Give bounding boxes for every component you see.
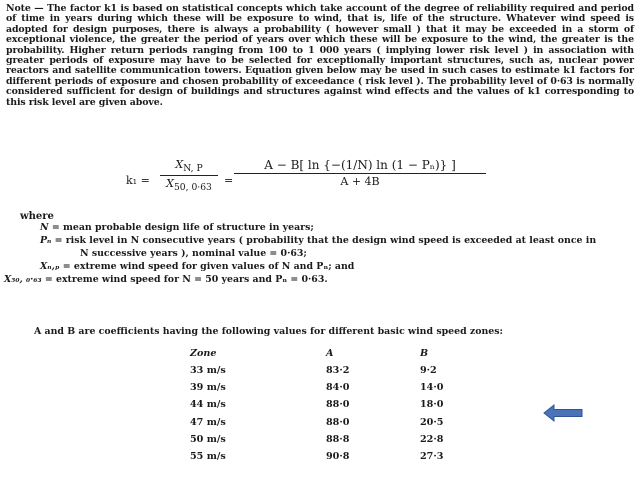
cell-b: 27·3 <box>420 451 444 463</box>
definition-row <box>4 273 630 286</box>
definition-row <box>40 247 630 260</box>
definition-text: = extreme wind speed for N = 50 years and Pₙ = 0·63. <box>44 274 328 285</box>
definition-row <box>40 234 630 247</box>
cell-zone: 55 m/s <box>190 451 226 463</box>
cell-a: 88·0 <box>326 416 350 428</box>
cell-zone: 33 m/s <box>190 365 226 377</box>
cell-zone: 44 m/s <box>190 399 226 411</box>
definition-text: N successive years ), nominal value = 0·63; <box>80 248 307 259</box>
frac1-numerator: X <box>175 158 184 171</box>
header-a: A <box>326 347 334 359</box>
frac2-denominator: A + 4B <box>340 175 380 188</box>
coefficient-table <box>180 344 490 465</box>
table-row <box>180 448 490 465</box>
cell-a: 83·2 <box>326 365 350 377</box>
cell-zone: 50 m/s <box>190 433 226 445</box>
note-text: The factor k1 is based on statistical concepts which take account of the degree of reliability required and period of time in years during which these will be exposure to wind, that is, life of the structure. Whatever wind speed is adopted for design purposes, there is always a probability ( however small ) that it may be exceeded in a storm of exceptional violence, the greater the period of years over which these will be exposure to the wind, the greater is the probability. Higher return periods ranging from 100 to 1 000 years ( implying lower risk level ) in association with greater periods of exposure may have to be selected for exceptionally important structures, such as, nuclear power reactors and satellite communication towers. Equation given below may be used in such cases to estimate k1 factors for different periods of exposure and chosen probability of exceedance ( risk level ). The probability level of 0·63 is normally considered sufficient for design of buildings and structures against wind effects and the values of k1 corresponding to this risk level are given above. <box>6 3 634 108</box>
cell-b: 14·0 <box>420 382 444 394</box>
k1-formula <box>126 158 486 208</box>
note-paragraph <box>6 4 634 108</box>
cell-b: 20·5 <box>420 416 444 428</box>
note-label: Note — <box>6 3 44 14</box>
coefficient-fraction <box>234 158 486 188</box>
table-header-row <box>180 344 490 362</box>
header-zone: Zone <box>190 347 217 359</box>
definition-text: = risk level in N consecutive years ( probability that the design wind speed is exceeded at least once in <box>54 235 597 246</box>
cell-b: 9·2 <box>420 365 437 377</box>
frac2-numerator: A − B[ ln {−(1/N) ln (1 − Pₙ)} ] <box>264 158 456 172</box>
definition-text: = extreme wind speed for given values of N and Pₙ; and <box>62 261 355 272</box>
header-b: B <box>420 347 429 359</box>
definition-symbol: N <box>40 222 49 233</box>
cell-zone: 47 m/s <box>190 416 226 428</box>
cell-a: 90·8 <box>326 451 350 463</box>
cell-a: 88·8 <box>326 433 350 445</box>
frac1-denominator: X <box>166 177 174 191</box>
formula-equals: = <box>224 174 234 187</box>
definitions-list <box>4 221 630 286</box>
definition-symbol: X₅₀, ₀·₆₃ <box>4 274 42 285</box>
definition-symbol: Xₙ,ₚ <box>40 261 60 272</box>
table-row <box>180 379 490 396</box>
table-row <box>180 396 490 413</box>
coefficients-intro: A and B are coefficients having the following values for different basic wind speed zones: <box>34 326 503 337</box>
cell-b: 18·0 <box>420 399 444 411</box>
cell-a: 88·0 <box>326 399 350 411</box>
frac1-denominator-sub: 50, 0·63 <box>173 182 212 194</box>
cell-b: 22·8 <box>420 433 444 445</box>
where-label: where <box>20 211 54 222</box>
table-row <box>180 431 490 448</box>
frac1-numerator-sub: N, P <box>183 163 203 175</box>
cell-zone: 39 m/s <box>190 382 226 394</box>
definition-symbol: Pₙ <box>40 235 52 246</box>
ratio-fraction <box>160 158 218 193</box>
cell-a: 84·0 <box>326 382 350 394</box>
table-row <box>180 362 490 379</box>
table-row <box>180 414 490 431</box>
formula-lhs: k₁ = <box>126 174 150 187</box>
left-arrow-icon <box>543 403 583 423</box>
definition-row <box>40 260 630 273</box>
definition-row <box>40 221 630 234</box>
definition-text: = mean probable design life of structure in years; <box>51 222 314 233</box>
